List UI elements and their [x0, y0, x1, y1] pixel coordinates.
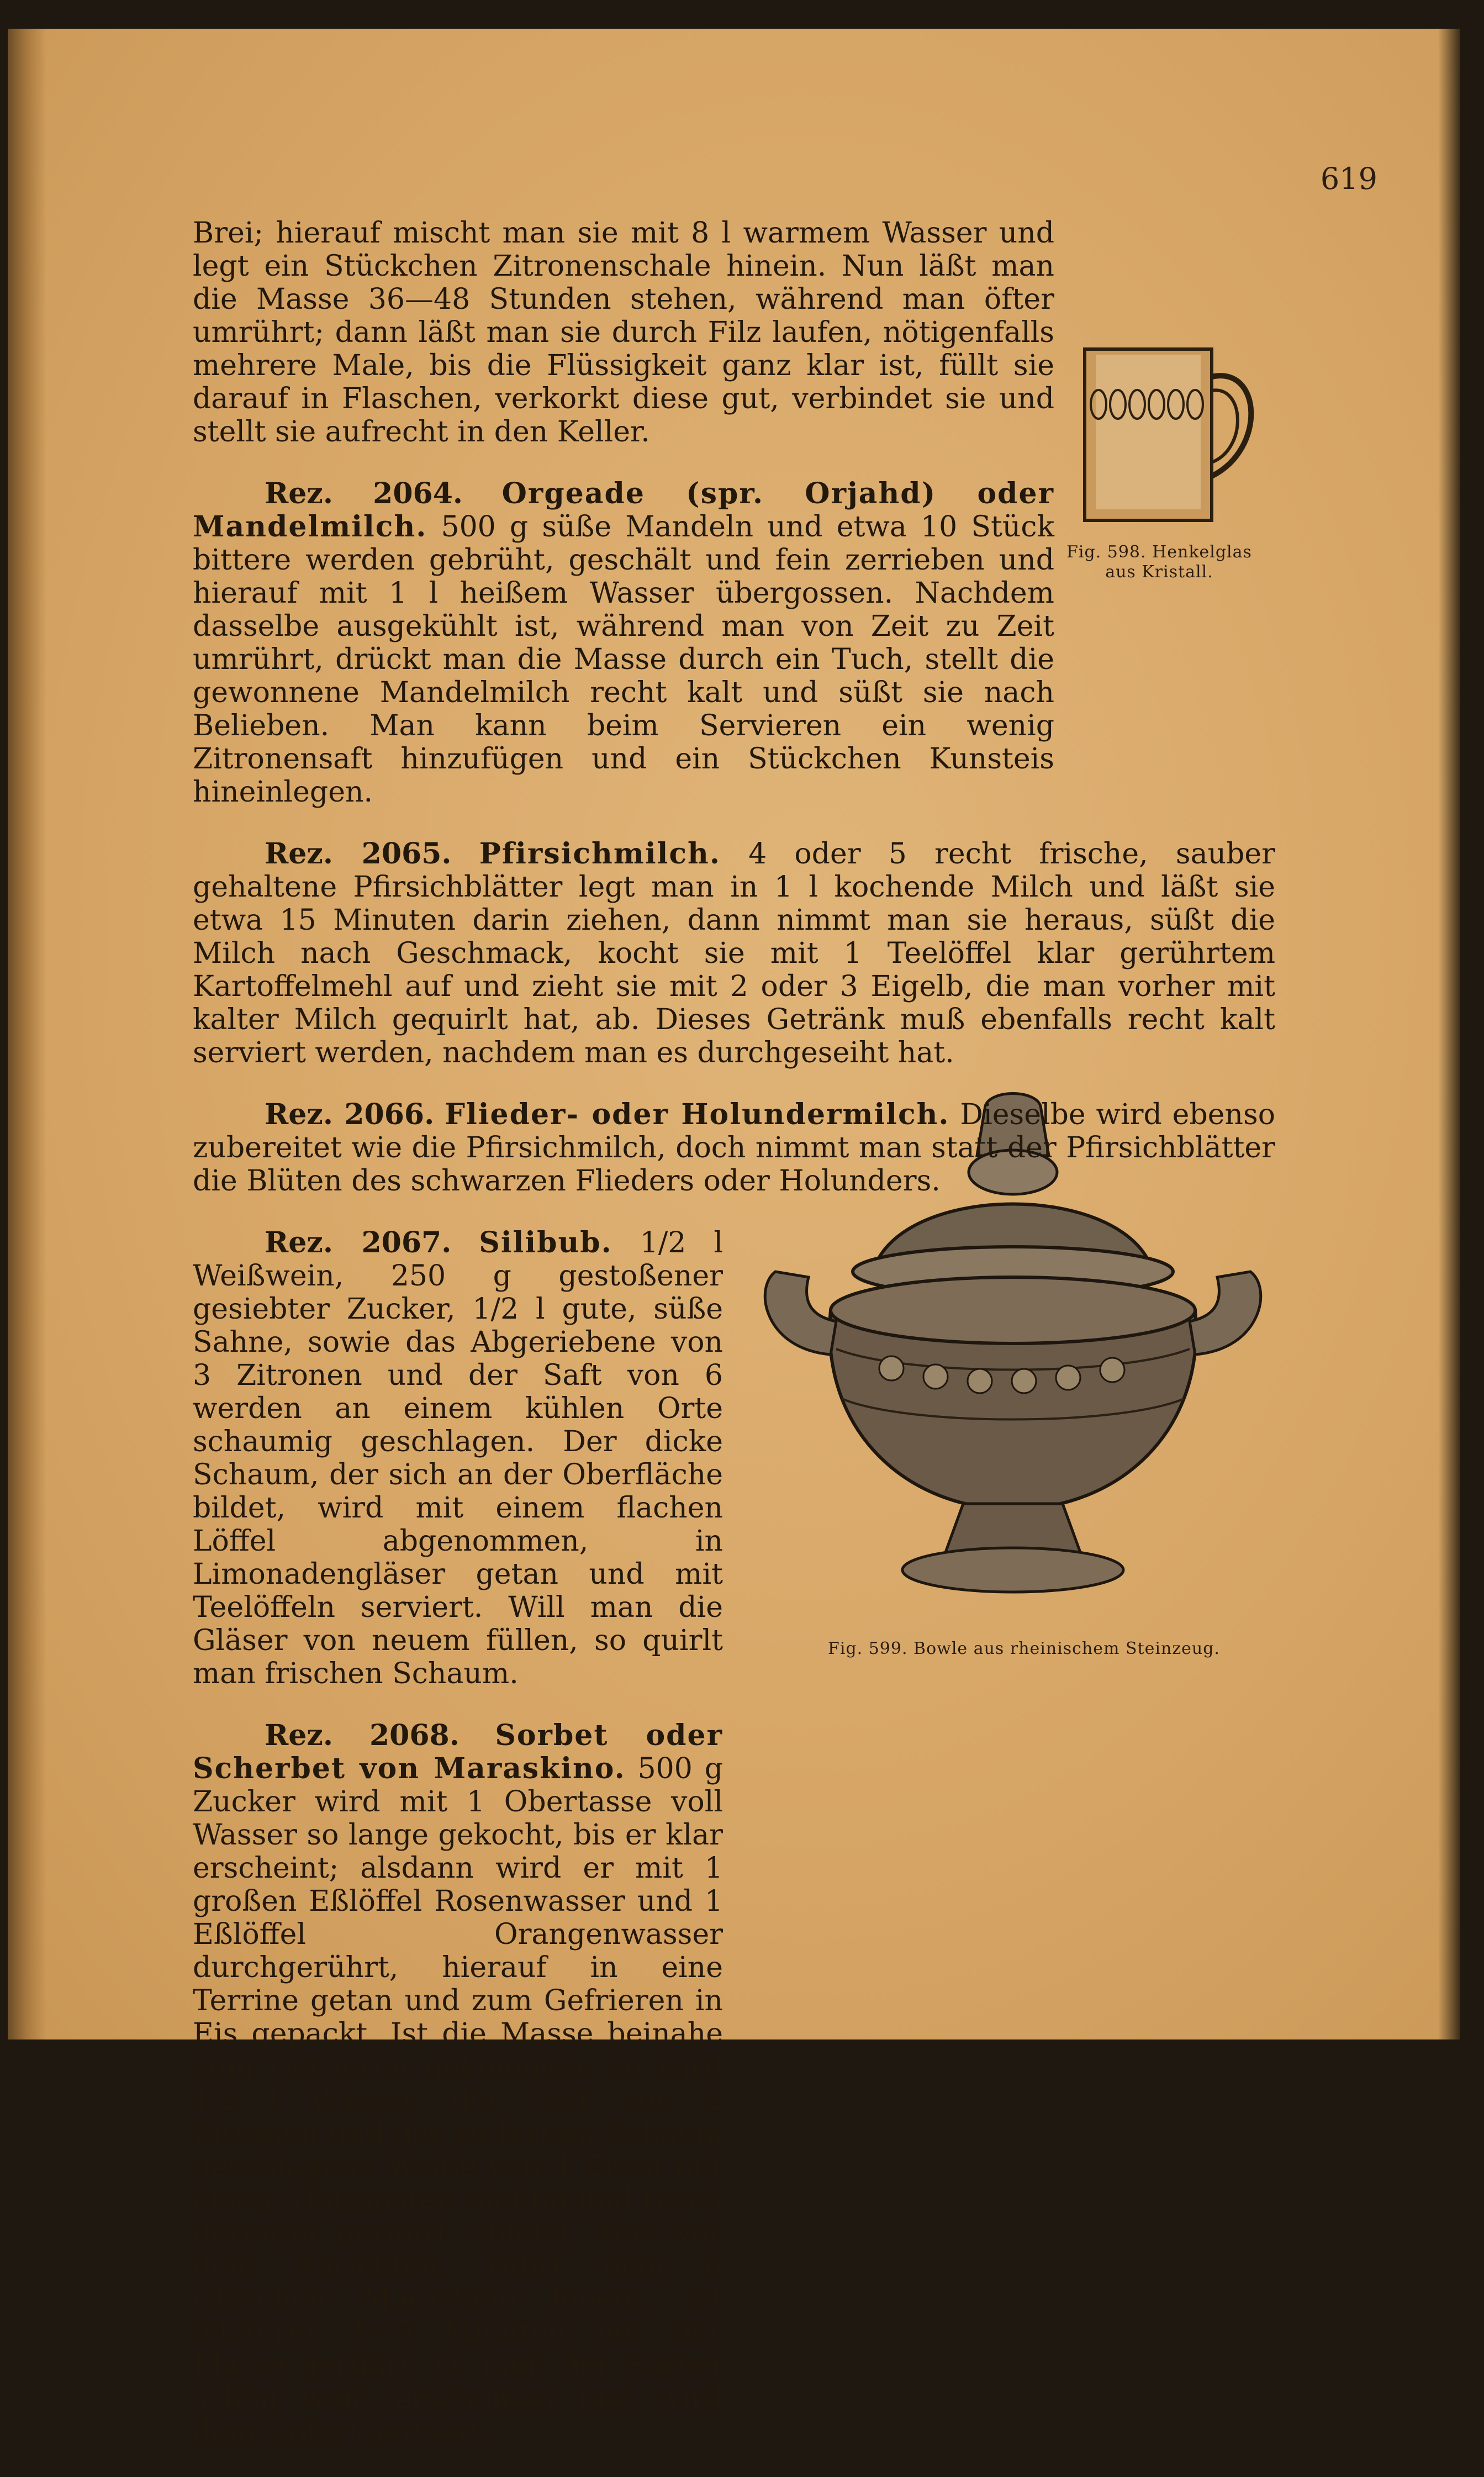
recipe-2067 — [193, 1226, 723, 1690]
recipe-title: Flieder- oder Holundermilch. — [445, 1098, 950, 1131]
recipe-2064 — [193, 477, 1054, 809]
book-page — [8, 29, 1460, 2448]
recipe-number: Rez. 2064. — [265, 477, 463, 510]
recipe-body: 4 oder 5 recht frische, sauber gehaltene Pfirsichblätter legt man in 1 l kochende Milch und läßt sie etwa 15 Minuten darin ziehen, dann nimmt man sie heraus, süßt die Milch nach Geschmack, kocht sie mit 1 Teelöffel klar gerührtem Kartoffelmehl auf und zieht sie mit 2 oder 3 Eigelb, die man vorher mit kalter Milch gequirlt hat, ab. Dieses Getränk muß ebenfalls recht kalt serviert werden, nachdem man es durchgeseiht hat. — [193, 837, 1275, 1069]
recipe-2065 — [193, 837, 1275, 1069]
recipe-title: Pfirsichmilch. — [479, 837, 721, 871]
recipe-body: Dieselbe wird ebenso zubereitet wie die Pfirsichmilch, doch nimmt man statt der Pfirsichblätter die Blüten des schwarzen Flieders oder Holunders. — [193, 1098, 1276, 1198]
recipe-body: 500 g süße Mandeln und etwa 10 Stück bittere werden gebrüht, geschält und fein zerrieben und hierauf mit 1 l heißem Wasser übergossen. Nachdem dasselbe ausgekühlt ist, während man von Zeit zu Zeit umrührt, drückt man die Masse durch ein Tuch, stellt die gewonnene Mandelmilch recht kalt und süßt sie nach Belieben. Man kann beim Servieren ein wenig Zitronensaft hinzufügen und ein Stückchen Kunsteis hineinlegen. — [193, 510, 1054, 809]
recipe-title: Orgeade (spr. Orjahd) oder Mandelmilch. — [193, 477, 1054, 544]
recipe-2068 — [193, 1719, 723, 2448]
page-edge-shadow — [1438, 29, 1460, 2039]
recipe-number: Rez. 2065. — [265, 837, 452, 871]
recipe-number: Rez. 2068. — [265, 1719, 460, 1752]
recipe-number: Rez. 2067. — [265, 1226, 452, 1259]
recipe-number: Rez. 2066. — [265, 1098, 435, 1131]
intro-paragraph: Brei; hierauf mischt man sie mit 8 l warmem Wasser und legt ein Stückchen Zitronenschale hinein. Nun läßt man die Masse 36—48 Stunden stehen, während man öfter umrührt; dann läßt man sie durch Filz laufen, nötigenfalls mehrere Male, bis die Flüssigkeit ganz klar ist, füllt sie darauf in Flaschen, verkorkt diese gut, verbindet sie und stellt sie aufrecht in den Keller. — [193, 217, 1054, 449]
recipe-title: Silibub. — [479, 1226, 612, 1259]
figure-599-caption: Fig. 599. Bowle aus rheinischem Steinzeug. — [828, 1639, 1220, 1658]
page-number: 619 — [1320, 161, 1377, 196]
figure-598-caption: Fig. 598. Henkelglas aus Kristall. — [1066, 542, 1252, 582]
recipe-body: 500 g Zucker wird mit 1 Obertasse voll Wasser so lange gekocht, bis er klar erscheint; alsdann wird er mit 1 großen Eßlöffel Rosenwasser und 1 Eßlöffel Orangenwasser durchgerührt, hierauf in eine Terrine getan und zum Gefrieren in Eis gepackt. Ist die Masse beinahe zum Gefrieren gekommen, so wird 1/2 l Wasser, der Saft von 2 Zitronen und das zu festem Schaum geschlagene Weiße von 4 Eiern mit einem Holzspaten tüchtig und rasch darunter gerührt; zuletzt, kurz vor dem Anrichten, rührt man 6 Gläschen Maraskino hinein. Ist letzterer 4—5 Minuten mit der Masse gerührt, so muß der Sorbet schön weiß erscheinen und wird dann sofort serviert. — [193, 1752, 723, 2448]
text-column — [193, 217, 1275, 2477]
book-spine-shadow — [8, 29, 46, 2039]
recipe-2066 — [193, 1098, 1275, 1198]
recipe-body: 1/2 l Weißwein, 250 g gestoßener gesiebter Zucker, 1/2 l gute, süße Sahne, sowie das Abgeriebene von 3 Zitronen und der Saft von 6 werden an einem kühlen Orte schaumig geschlagen. Der dicke Schaum, der sich an der Oberfläche bildet, wird mit einem flachen Löffel abgenommen, in Limonadengläser getan und mit Teelöffeln serviert. Will man die Gläser von neuem füllen, so quirlt man frischen Schaum. — [193, 1226, 723, 1690]
recipe-title: Sorbet oder Scherbet von Maraskino. — [193, 1719, 723, 1785]
